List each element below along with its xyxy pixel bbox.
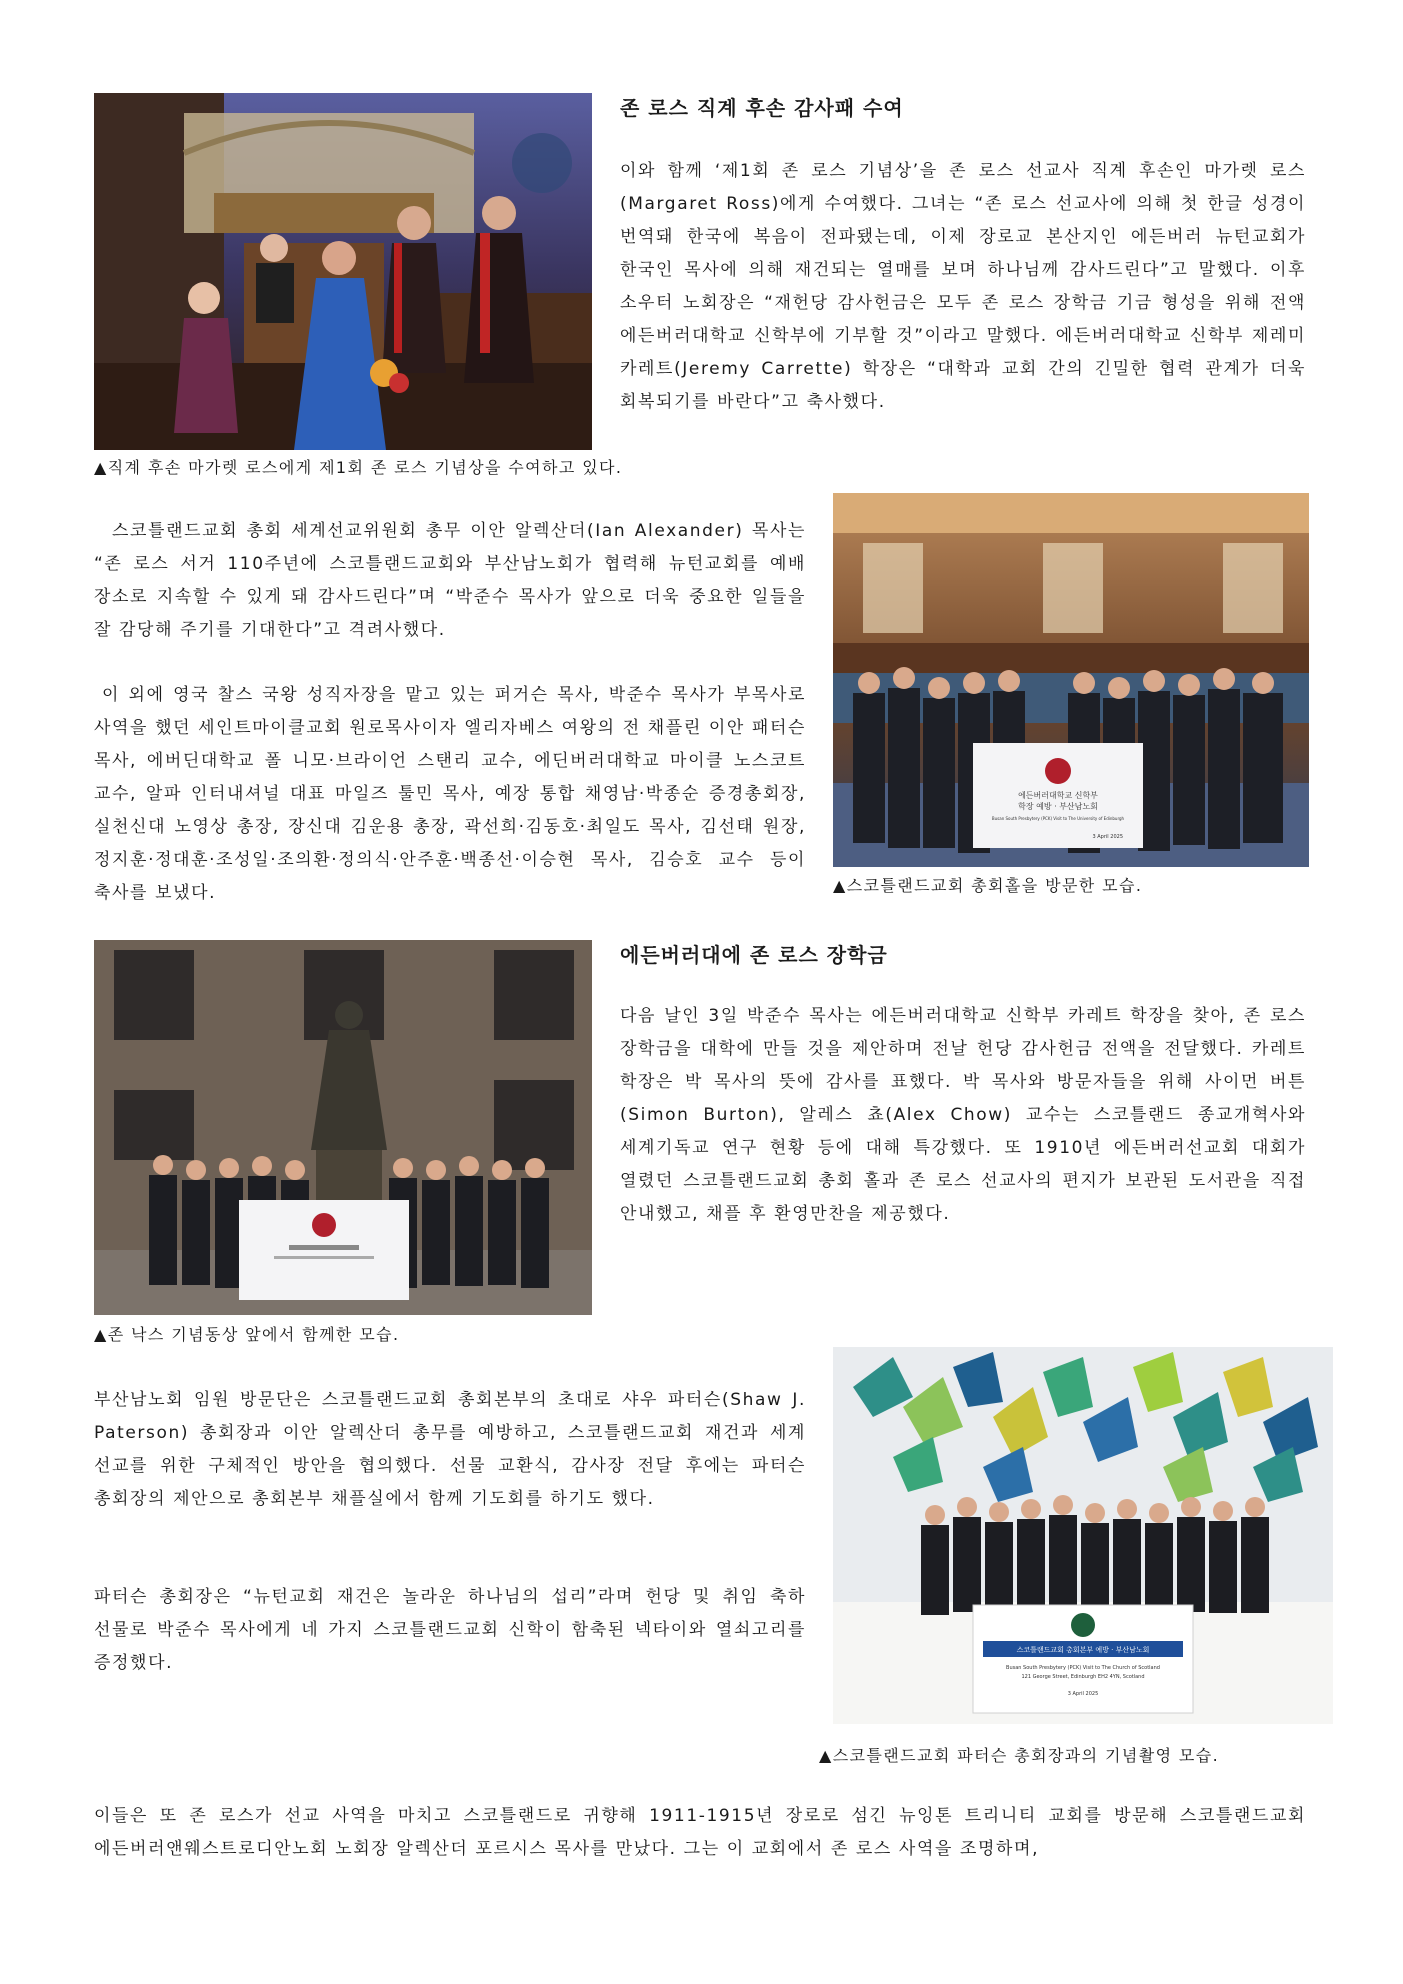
section-scholarship-body: 다음 날인 3일 박준수 목사는 에든버러대학교 신학부 카레트 학장을 찾아, 존 로스 장학금을 대학에 만들 것을 제안하며 전날 헌당 감사헌금 전액을 전달했다. 카레트 학장은 박 목사의 뜻에 감사를 표했다. 박 목사와 방문자들을 위해 사이먼 버튼(Simon Burton), 알레스 쵸(Alex Chow) 교수는 스코틀랜드 종교개혁사와 세계기독교 연구 현황 등에 대해 특강했다. 또 1910년 에든버러선교회 대회가 열렸던 스코틀랜드교회 총회 홀과 존 로스 선교사의 편지가 보관된 도서관을 직접 안내했고, 채플 후 환영만찬을 제공했다.: [620, 1006, 1306, 1224]
photo-assembly-hall: [833, 493, 1309, 867]
section-heading-scholarship: 에든버러대에 존 로스 장학금: [620, 943, 888, 967]
caption-john-knox: ▲존 낙스 기념동상 앞에서 함께한 모습.: [94, 1325, 400, 1344]
section-award-body: 이와 함께 ‘제1회 존 로스 기념상’을 존 로스 선교사 직계 후손인 마가렛 로스(Margaret Ross)에게 수여했다. 그녀는 “존 로스 선교사에 의해 첫 한글 성경이 번역돼 한국에 복음이 전파됐는데, 이제 장로교 본산지인 에든버러 뉴턴교회가 한국인 목사에 의해 재건되는 열매를 보며 하나님께 감사드린다”고 말했다. 이후 소우터 노회장은 “재헌당 감사헌금은 모두 존 로스 장학금 기금 형성을 위해 전액 에든버러대학교 신학부에 기부할 것”이라고 말했다. 에든버러대학교 신학부 제레미 카레트(Jeremy Carrette) 학장은 “대학과 교회 간의 긴밀한 협력 관계가 더욱 회복되기를 바란다”고 축사했다.: [620, 161, 1306, 412]
section-heading-award: 존 로스 직계 후손 감사패 수여: [620, 96, 904, 120]
photo-church-office-group: [833, 1347, 1333, 1724]
banner-church-line1: 스코틀랜드교회 총회본부 예방 · 부산남노회: [1016, 1646, 1150, 1654]
banner-edinburgh-line2: 학장 예방 · 부산남노회: [1018, 802, 1098, 811]
section-visit-body: 부산남노회 임원 방문단은 스코틀랜드교회 총회본부의 초대로 샤우 파터슨(Shaw J. Paterson) 총회장과 이안 알렉산더 총무를 예방하고, 스코틀랜드교회 재건과 세계 선교를 위한 구체적인 방안을 협의했다. 선물 교환식, 감사장 전달 후에는 파터슨 총회장의 제안으로 총회본부 채플실에서 함께 기도회를 하기도 했다.: [94, 1390, 806, 1509]
banner-edinburgh-line3: Busan South Presbytery (PCK) Visit to The University of Edinburgh: [991, 816, 1125, 821]
caption-church-office: ▲스코틀랜드교회 파터슨 총회장과의 기념촬영 모습.: [819, 1746, 1220, 1765]
section-newington-body: 이들은 또 존 로스가 선교 사역을 마치고 스코틀랜드로 귀향해 1911-1915년 장로로 섬긴 뉴잉톤 트리니티 교회를 방문해 스코틀랜드교회 에든버러앤웨스트로디안노회 노회장 알렉산더 포르시스 목사를 만났다. 그는 이 교회에서 존 로스 사역을 조명하며,: [94, 1806, 1306, 1859]
banner-church-date: 3 April 2025: [1067, 1691, 1099, 1697]
banner-church-line2: Busan South Presbytery (PCK) Visit to The Church of Scotland: [1006, 1665, 1160, 1671]
section-ian-alexander-body: 스코틀랜드교회 총회 세계선교위원회 총무 이안 알렉산더(Ian Alexander) 목사는 “존 로스 서거 110주년에 스코틀랜드교회와 부산남노회가 협력해 뉴턴교회를 예배 장소로 지속할 수 있게 돼 감사드린다”며 “박준수 목사가 앞으로 더욱 중요한 일들을 잘 감당해 주기를 기대한다”고 격려사했다.: [94, 521, 806, 640]
photo-award-ceremony: [94, 93, 592, 450]
section-congratulations-body: 이 외에 영국 찰스 국왕 성직자장을 맡고 있는 퍼거슨 목사, 박준수 목사가 부목사로 사역을 했던 세인트마이클교회 원로목사이자 엘리자베스 여왕의 전 채플린 이안 패터슨 목사, 에버딘대학교 폴 니모·브라이언 스탠리 교수, 에딘버러대학교 마이클 노스코트 교수, 알파 인터내셔널 대표 마일즈 툴민 목사, 예장 통합 채영남·박종순 증경총회장, 실천신대 노영상 총장, 장신대 김운용 총장, 곽선희·김동호·최일도 목사, 김선태 원장, 정지훈·정대훈·조성일·조의환·정의식·안주훈·백종선·이승현 목사, 김승호 교수 등이 축사를 보냈다.: [94, 685, 806, 903]
section-gift-body: 파터슨 총회장은 “뉴턴교회 재건은 놀라운 하나님의 섭리”라며 헌당 및 취임 축하 선물로 박준수 목사에게 네 가지 스코틀랜드교회 신학이 함축된 넥타이와 열쇠고리를 증정했다.: [94, 1587, 806, 1673]
banner-edinburgh-line1: 에든버러대학교 신학부: [1018, 791, 1098, 800]
caption-assembly-hall: ▲스코틀랜드교회 총회홀을 방문한 모습.: [833, 876, 1143, 895]
photo-john-knox-statue: [94, 940, 592, 1315]
caption-award-photo: ▲직계 후손 마가렛 로스에게 제1회 존 로스 기념상을 수여하고 있다.: [94, 458, 623, 477]
banner-church-line3: 121 George Street, Edinburgh EH2 4YN, Scotland: [1021, 1674, 1145, 1680]
banner-edinburgh-date: 3 April 2025: [1092, 834, 1123, 840]
